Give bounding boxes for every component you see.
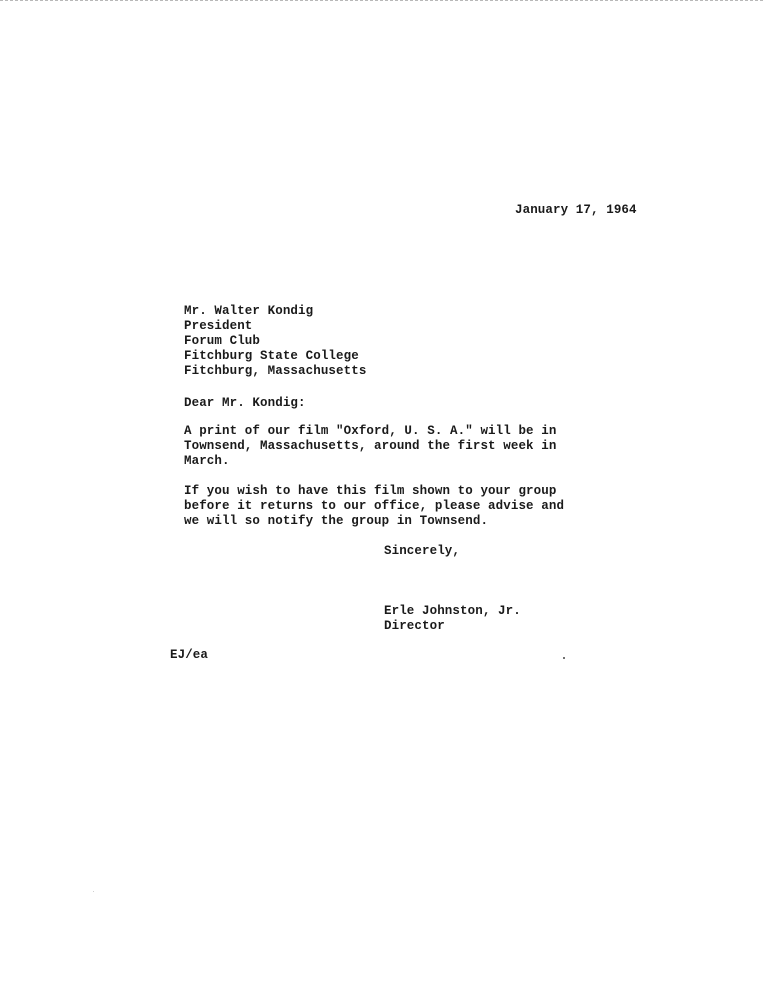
- recipient-title: President: [184, 319, 253, 333]
- body-paragraph-1: [184, 424, 556, 469]
- paragraph-line: before it returns to our office, please advise and: [184, 499, 565, 513]
- paragraph-line: March.: [184, 454, 230, 468]
- paragraph-line: A print of our film "Oxford, U. S. A." will be in: [184, 424, 557, 438]
- body-paragraph-2: [184, 484, 564, 529]
- paragraph-line: If you wish to have this film shown to your group: [184, 484, 557, 498]
- page-top-edge: [0, 0, 763, 1]
- signature-block: [384, 604, 521, 634]
- recipient-organization: Forum Club: [184, 334, 261, 348]
- paragraph-line: Townsend, Massachusetts, around the first week in: [184, 439, 557, 453]
- recipient-city-state: Fitchburg, Massachusetts: [184, 364, 367, 378]
- recipient-address-block: [184, 304, 366, 379]
- reference-initials: EJ/ea: [170, 648, 209, 662]
- signer-title: Director: [384, 619, 445, 633]
- recipient-institution: Fitchburg State College: [184, 349, 359, 363]
- paragraph-line: we will so notify the group in Townsend.: [184, 514, 489, 528]
- signer-name: Erle Johnston, Jr.: [384, 604, 521, 618]
- recipient-name: Mr. Walter Kondig: [184, 304, 314, 318]
- stray-mark: [563, 657, 565, 659]
- paper-speck: [93, 891, 94, 892]
- letter-date: January 17, 1964: [515, 203, 637, 217]
- complimentary-closing: Sincerely,: [384, 544, 461, 558]
- salutation: Dear Mr. Kondig:: [184, 396, 306, 410]
